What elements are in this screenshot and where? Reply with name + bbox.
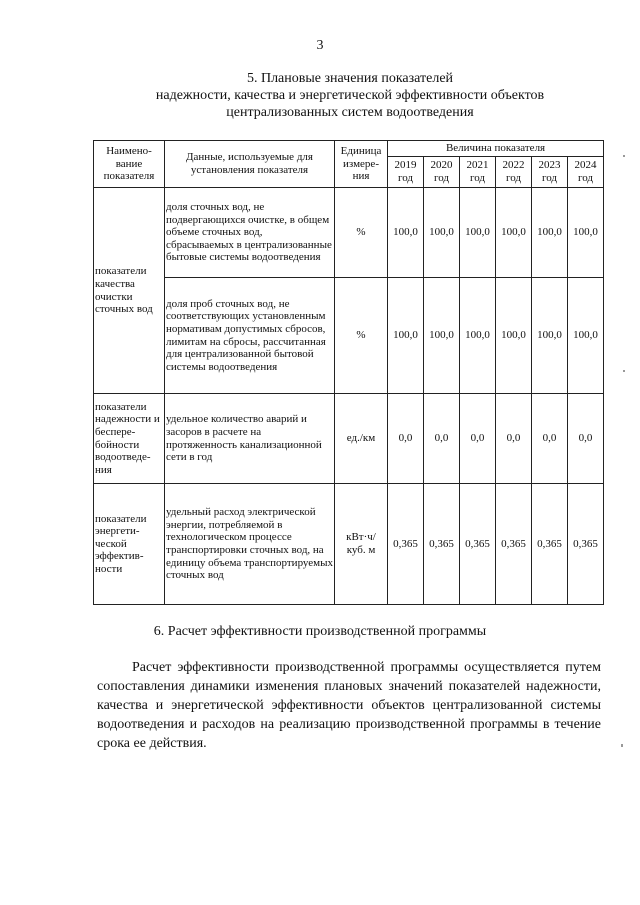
row-value: 100,0 xyxy=(388,278,424,394)
row-unit: ед./км xyxy=(335,394,388,484)
section-5-title-line-1: 5. Плановые значения показателей xyxy=(246,71,454,86)
table-row xyxy=(94,278,604,394)
row-unit: % xyxy=(335,278,388,394)
row-value: 0,365 xyxy=(460,484,496,605)
table-row xyxy=(94,484,604,605)
row-unit: % xyxy=(335,188,388,278)
header-unit: Единица измере-ния xyxy=(335,141,388,188)
row-value: 100,0 xyxy=(568,188,604,278)
scan-speck xyxy=(623,155,625,157)
row-value: 0,365 xyxy=(532,484,568,605)
scan-speck xyxy=(621,744,623,747)
row-value: 100,0 xyxy=(388,188,424,278)
scan-speck xyxy=(623,370,625,372)
header-name: Наимено-вание показателя xyxy=(94,141,165,188)
row-value: 100,0 xyxy=(460,278,496,394)
indicators-table xyxy=(93,140,604,605)
group-name: показатели надежности и беспере-бойности водоотведе-ния xyxy=(94,394,165,484)
header-row-1 xyxy=(94,141,604,157)
row-data: удельное количество аварий и засоров в расчете на протяженность канализационной сети в год xyxy=(165,394,335,484)
header-year: 2024 год xyxy=(568,157,604,188)
section-6-title: 6. Расчет эффективности производственной программы xyxy=(153,624,487,639)
header-year: 2020 год xyxy=(424,157,460,188)
row-value: 100,0 xyxy=(496,278,532,394)
section-5-title-line-2: надежности, качества и энергетической эффективности объектов xyxy=(155,88,545,103)
row-value: 0,365 xyxy=(424,484,460,605)
row-value: 0,365 xyxy=(568,484,604,605)
table-row xyxy=(94,188,604,278)
row-value: 0,0 xyxy=(388,394,424,484)
row-value: 100,0 xyxy=(424,278,460,394)
row-data: доля сточных вод, не подвергающихся очистке, в общем объеме сточных вод, сбрасываемых в централизованные бытовые системы водоотведения xyxy=(165,188,335,278)
row-value: 0,0 xyxy=(460,394,496,484)
row-data: доля проб сточных вод, не соответствующих установленным нормативам допустимых сбросов, лимитам на сбросы, рассчитанная для централизованной бытовой системы водоотведения xyxy=(165,278,335,394)
row-value: 100,0 xyxy=(424,188,460,278)
row-value: 100,0 xyxy=(532,278,568,394)
row-value: 0,0 xyxy=(424,394,460,484)
row-value: 100,0 xyxy=(496,188,532,278)
page-number: 3 xyxy=(316,38,324,53)
row-value: 0,365 xyxy=(388,484,424,605)
row-value: 100,0 xyxy=(568,278,604,394)
header-year: 2022 год xyxy=(496,157,532,188)
section-5-title-line-3: централизованных систем водоотведения xyxy=(226,105,474,120)
row-value: 100,0 xyxy=(460,188,496,278)
group-name: показатели качества очистки сточных вод xyxy=(94,188,165,394)
group-name: показатели энергети-ческой эффектив-ности xyxy=(94,484,165,605)
header-data: Данные, используемые для установления показателя xyxy=(165,141,335,188)
row-value: 100,0 xyxy=(532,188,568,278)
row-unit: кВт·ч/ куб. м xyxy=(335,484,388,605)
table-row xyxy=(94,394,604,484)
header-year: 2023 год xyxy=(532,157,568,188)
row-value: 0,0 xyxy=(532,394,568,484)
row-value: 0,0 xyxy=(568,394,604,484)
row-value: 0,0 xyxy=(496,394,532,484)
header-year: 2021 год xyxy=(460,157,496,188)
row-data: удельный расход электрической энергии, потребляемой в технологическом процессе транспортировки сточных вод, на единицу объема транспортируемых сточных вод xyxy=(165,484,335,605)
section-6-paragraph: Расчет эффективности производственной программы осуществляется путем сопоставления динамики изменения плановых значений показателей надежности, качества и энергетической эффективности объектов централизованной системы водоотведения и расходов на реализацию производственной программы в течение срока ее действия. xyxy=(97,660,601,751)
section-5-title xyxy=(90,70,610,121)
row-value: 0,365 xyxy=(496,484,532,605)
header-values: Величина показателя xyxy=(388,141,604,157)
header-year: 2019 год xyxy=(388,157,424,188)
